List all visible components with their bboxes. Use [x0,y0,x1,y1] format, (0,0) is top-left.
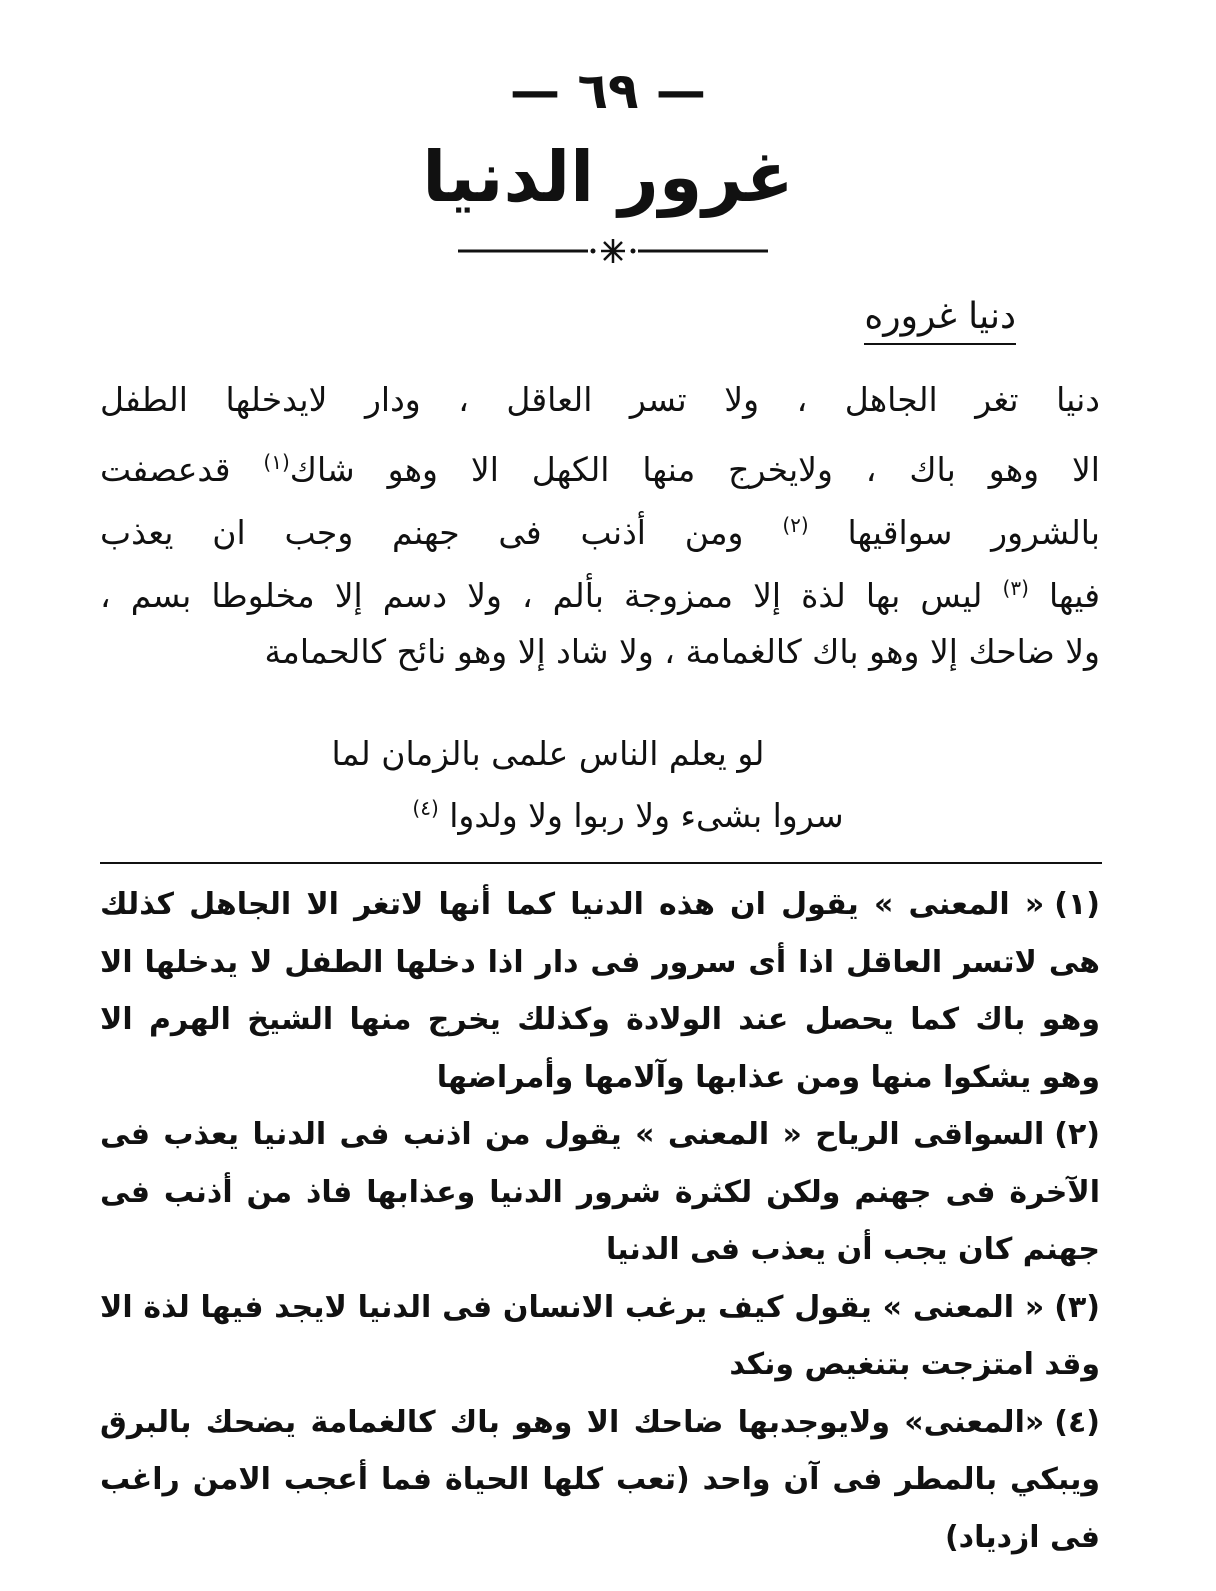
footnote-marker: (٣) [1002,576,1029,600]
page-number: — ٦٩ — [510,62,706,120]
footnote-label: (٢) [1054,1117,1100,1152]
footnote-marker: (٤) [412,796,439,820]
body-line: ولا ضاحك إلا وهو باك كالغمامة ، ولا شاد إلا وهو نائح كالحمامة [264,632,1100,671]
footnote-separator [100,862,1102,864]
page-title: غرور الدنيا [422,136,794,218]
footnote [100,876,1100,1106]
body-line: الا وهو باك ، ولايخرج منها الكهل الا وهو شاك$^{(١)}$ قدعصفت [100,450,1100,489]
footnote-text: « المعنى » يقول ان هذه الدنيا كما أنها لاتغر الا الجاهل كذلك هى لاتسر العاقل اذا أى سرور فى دار اذا دخلها الطفل لا يدخلها الا وهو باك كما يحصل عند الولادة وكذلك يخرج منها الشيخ الهرم الا وهو يشكوا منها ومن عذابها وآلامها وأمراضها [100,887,1100,1095]
footnote-marker: (١) [263,450,290,474]
footnote-marker: (٢) [782,513,809,537]
footnote-text: «المعنى» ولايوجدبها ضاحك الا وهو باك كالغمامة يضحك بالبرق ويبكي بالمطر فى آن واحد (تعب كلها الحياة فما أعجب الامن راغب فى ازدياد) [100,1404,1100,1555]
footnote [100,1394,1100,1567]
footnote [100,1279,1100,1394]
section-subheading: دنيا غروره [864,296,1016,345]
footnote-text: « المعنى » يقول كيف يرغب الانسان فى الدنيا لايجد فيها لذة الا وقد امتزجت بتنغيص ونكد [100,1289,1100,1382]
body-paragraph [100,368,1100,683]
footnote-label: (٣) [1054,1289,1100,1325]
poem-verse-line: سروا بشىء ولا ربوا ولا ولدوا $^{(٤)}$ [412,796,844,835]
footnote-label: (١) [1054,887,1100,922]
body-line: فيها $^{(٣)}$ ليس بها لذة إلا ممزوجة بألم ، ولا دسم إلا مخلوطا بسم ، [100,576,1100,615]
footnote-text: السواقى الرياح « المعنى » يقول من اذنب فى الدنيا يعذب فى الآخرة فى جهنم ولكن لكثرة شرور الدنيا وعذابها فاذ من أذنب فى جهنم كان يجب أن يعذب فى الدنيا [100,1117,1100,1267]
footnote [100,1106,1100,1279]
footnote-label: (٤) [1054,1404,1100,1440]
body-line: دنيا تغر الجاهل ، ولا تسر العاقل ، ودار لايدخلها الطفل [100,380,1100,419]
footnotes-section [100,876,1100,1566]
poem-verse-line: لو يعلم الناس علمى بالزمان لما [331,734,765,773]
title-ornament-divider [458,236,768,266]
body-line: بالشرور سواقيها $^{(٢)}$ ومن أذنب فى جهنم وجب ان يعذب [100,513,1100,552]
